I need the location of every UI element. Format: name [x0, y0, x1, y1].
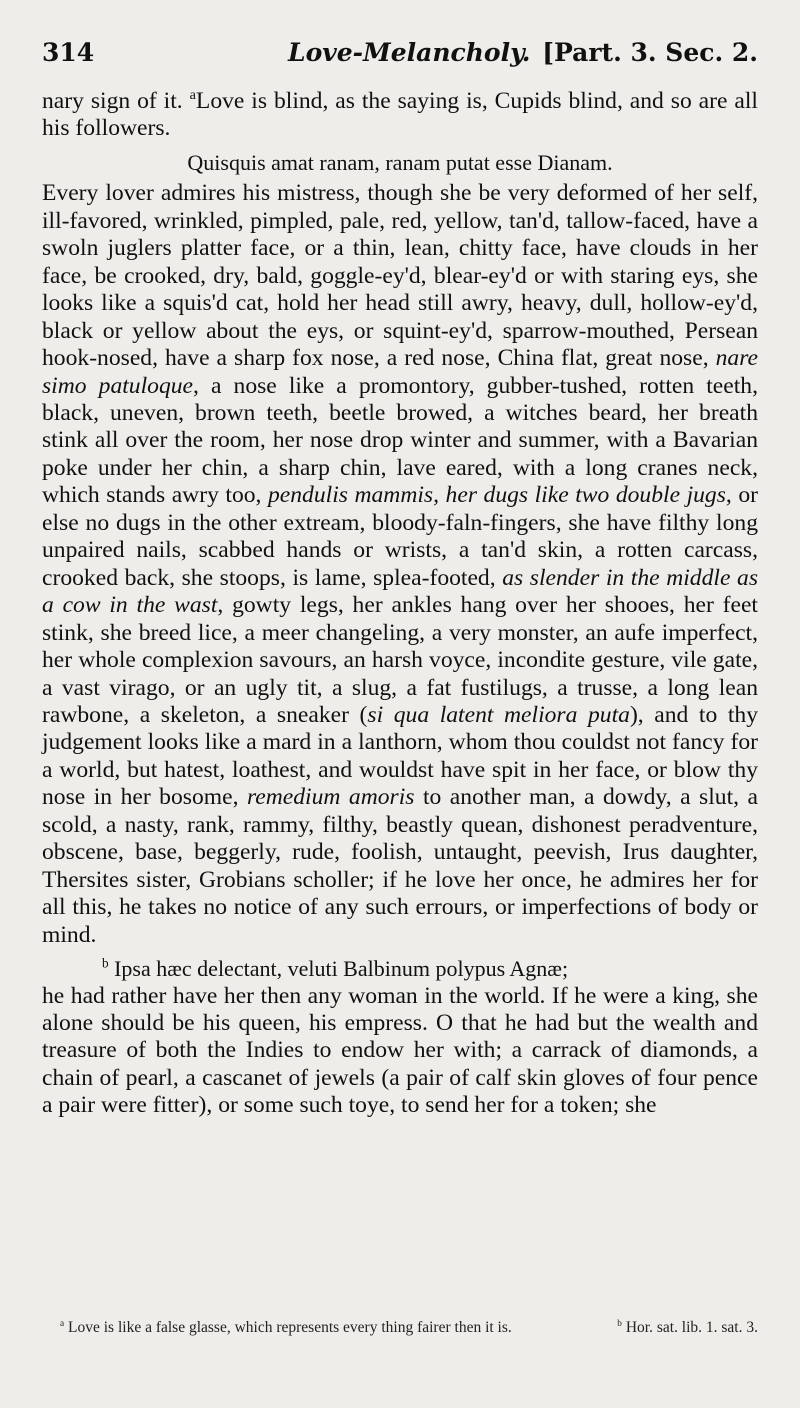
body-text — [42, 88, 758, 1120]
paragraph-2 — [42, 180, 758, 949]
footnote-a-marker: a — [60, 1318, 65, 1329]
footnote-b-text: Hor. sat. lib. 1. sat. 3. — [621, 1319, 758, 1336]
text-run: , or else no dugs in the other extream, bloody-faln-fingers, she have filthy long unpaired nails, scabbed hands or wrists, a tan'd skin, a rotten carcass, crooked back, she stoops, is lame, splea-footed, — [42, 482, 759, 591]
footnote-a-text: Love is like a false glasse, which represents every thing fairer then it is. — [64, 1319, 512, 1336]
text-run: , gowty legs, her ankles hang over her shooes, her feet stink, she breed lice, a meer changeling, a very monster, an aufe imperfect, her whole complexion savours, an harsh voyce, incondite gesture, vile gate, a vast virago, or an ugly tit, a slug, a fat fustilugs, a trusse, a long lean rawbone, a skeleton, a sneaker ( — [42, 592, 758, 728]
italic-phrase: as slender in the middle as a cow in the wast — [42, 564, 759, 619]
paragraph-1 — [42, 88, 758, 143]
footnote-b — [617, 1318, 758, 1337]
footnote-b-marker: b — [617, 1318, 622, 1329]
running-header — [42, 38, 758, 78]
italic-phrase: pendulis mammis, her dugs like two double jugs — [267, 482, 726, 509]
italic-phrase: si qua latent meliora puta — [367, 701, 630, 728]
running-title: Love-Melancholy. — [288, 38, 531, 67]
text-run: Love is blind, as the saying is, Cupids blind, and so are all his followers. — [42, 88, 758, 142]
italic-phrase: remedium amoris — [246, 784, 415, 811]
italic-phrase: nare simo patuloque — [42, 345, 758, 399]
footnote-marker-a: a — [189, 87, 196, 104]
footnote-marker-b: b — [102, 955, 109, 971]
text-run: , a nose like a promontory, gubber-tushed, rotten teeth, black, uneven, brown teeth, beetle browed, a witches beard, her breath stink all over the room, her nose drop winter and summer, with a Bavarian poke under her chin, a sharp chin, lave eared, with a long cranes neck, which stands awry too, — [42, 372, 758, 509]
text-run: ), and to thy judgement looks like a mard in a lanthorn, whom thou couldst not fancy for a world, but hatest, loathest, and wouldst have spit in her face, or blow thy nose in her bosome, — [42, 701, 758, 811]
paragraph-3: he had rather have her then any woman in the world. If he were a king, she alone should be his queen, his empress. O that he had but the wealth and treasure of both the Indies to endow her with; a carrack of diamonds, a chain of pearl, a cascanet of jewels (a pair of calf skin gloves of four pence a pair were fitter), or some such toye, to send her for a token; she — [42, 982, 758, 1119]
latin-quote-2 — [42, 955, 758, 982]
text-run: nary sign of it. — [42, 88, 190, 114]
page-number: 314 — [42, 38, 95, 67]
section-label: [Part. 3. Sec. 2. — [542, 38, 758, 67]
footnotes — [42, 1318, 758, 1337]
latin-quote-1: Quisquis amat ranam, ranam putat esse Dianam. — [187, 149, 613, 175]
text-run: Every lover admires his mistress, though she be very deformed of her self, ill-favored, wrinkled, pimpled, pale, red, yellow, tan'd, tallow-faced, have a swoln juglers platter face, or a thin, lean, chitty face, have clouds in her face, be crooked, dry, bald, goggle-ey'd, blear-ey'd or with staring eys, she looks like a squis'd cat, hold her head still awry, heavy, dull, hollow-ey'd, black or yellow about the eys, or squint-ey'd, sparrow-mouthed, Persean hook-nosed, have a sharp fox nose, a red nose, China flat, great nose, — [42, 180, 758, 372]
text-run: to another man, a dowdy, a slut, a scold, a nasty, rank, rammy, filthy, beastly quean, dishonest peradventure, obscene, base, beggerly, rude, foolish, untaught, peevish, Irus daughter, Thersites sister, Grobians scholler; if he love her once, he admires her for all this, he takes no notice of any such errours, or imperfections of body or mind. — [42, 784, 758, 948]
text-run: Ipsa hæc delectant, veluti Balbinum polypus Agnæ; — [108, 956, 569, 982]
